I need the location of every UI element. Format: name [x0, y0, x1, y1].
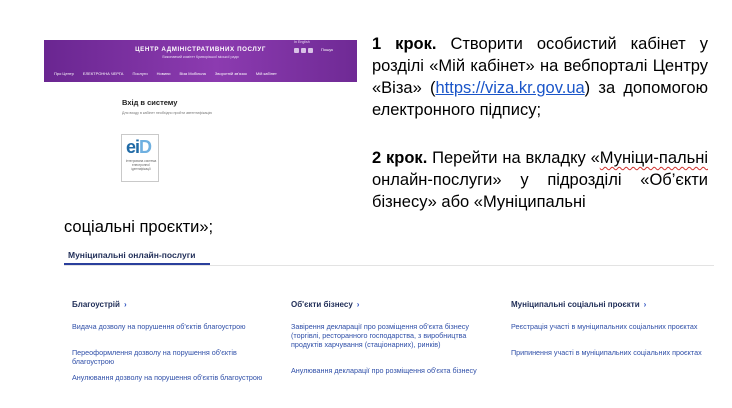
service-link[interactable]: Припинення участі в муніципальних соціальних проєктах — [511, 348, 702, 357]
nav-item-feedback[interactable]: Зворотній зв'язок — [214, 71, 247, 76]
step2-text-a: Перейти на вкладку « — [427, 149, 600, 167]
step1-label: 1 крок. — [372, 35, 437, 53]
service-link[interactable]: Завірення декларації про розміщення об'єкта бізнесу (торгівлі, ресторанного господарства, з виробництва продуктів харчування (стаціонарних), ринків) — [291, 322, 469, 350]
nav-item-cabinet[interactable]: Мій кабінет — [255, 71, 277, 76]
social-icon[interactable] — [294, 48, 299, 53]
login-hint: Для входу в кабінет необхідно пройти автентифікацію — [122, 111, 213, 115]
step1-text-a: Створити особистий кабінет у розділі «Мій кабінет» на вебпорталі Центру «Віза» ( — [372, 35, 708, 97]
category-social-projects[interactable]: Муніципальні соціальні проєкти › — [511, 300, 647, 309]
search-icon[interactable] — [308, 48, 313, 53]
service-link[interactable]: Переоформлення дозволу на порушення об'єктів благоустрою — [72, 348, 237, 367]
divider — [64, 265, 714, 266]
nav-item-news[interactable]: Новини — [156, 71, 171, 76]
step2-paragraph — [372, 147, 708, 213]
step2-label: 2 крок. — [372, 149, 428, 167]
category-business[interactable]: Об'єкти бізнесу › — [291, 300, 360, 309]
portal-subtitle: Виконавчий комітет Криворізької міської ради — [162, 55, 239, 59]
eid-login-button[interactable] — [121, 134, 159, 182]
portal-title: ЦЕНТР АДМІНІСТРАТИВНИХ ПОСЛУГ — [135, 46, 266, 53]
service-link[interactable]: Анулювання дозволу на порушення об'єктів благоустрою — [72, 373, 263, 382]
nav-item-about[interactable]: Про Центр — [54, 71, 74, 76]
services-title: Муніципальні онлайн-послуги — [68, 250, 196, 260]
portal-header — [44, 40, 357, 82]
step1-text-b: ) за допомогою електронного підпису; — [372, 79, 708, 119]
step2-wavy-word: Муніци-пальні — [599, 149, 708, 167]
step2-text-b: онлайн-послуги» у підрозділі «Об’єкти бізнесу» або «Муніципальні — [372, 171, 708, 211]
chevron-right-icon: › — [643, 300, 647, 309]
language-link[interactable]: In English — [294, 40, 310, 44]
search-link[interactable]: Пошук — [321, 47, 334, 52]
service-link[interactable]: Видача дозволу на порушення об'єктів благоустрою — [72, 322, 246, 331]
social-icon[interactable] — [301, 48, 306, 53]
chevron-right-icon: › — [123, 300, 127, 309]
step2-tail: соціальні проєкти»; — [64, 218, 214, 236]
main-nav — [54, 71, 277, 76]
nav-item-mobile[interactable]: Віза Мобільна — [179, 71, 206, 76]
step1-paragraph — [372, 33, 708, 121]
chevron-right-icon: › — [356, 300, 360, 309]
eid-logo: eiD — [126, 137, 152, 157]
nav-item-services[interactable]: Послуги — [132, 71, 148, 76]
category-improvement[interactable]: Благоустрій › — [72, 300, 127, 309]
nav-item-queue[interactable]: ЕЛЕКТРОННА ЧЕРГА — [82, 71, 124, 76]
login-title: Вхід в систему — [122, 98, 178, 107]
service-link[interactable]: Анулювання декларації про розміщення об'єкта бізнесу — [291, 366, 477, 375]
service-link[interactable]: Реєстрація участі в муніципальних соціальних проєктах — [511, 322, 698, 331]
eid-caption: Інтегрована система електронної ідентифікації — [125, 159, 157, 171]
viza-link[interactable]: https://viza.kr.gov.ua — [435, 79, 585, 97]
